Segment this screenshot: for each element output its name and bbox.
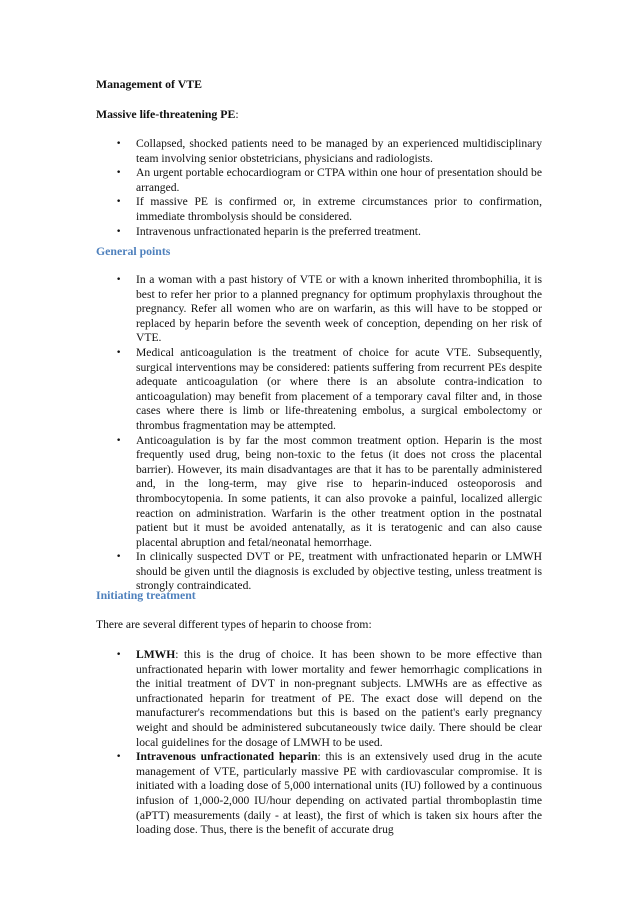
list-item: • Anticoagulation is by far the most common treatment option. Heparin is the most frequently used drug, being non-toxic to the fetus (it does not cross the placental barrier). However, its main disadvantages are that it has to be parentally administered and, in the long-term, may give rise to heparin-induced osteoporosis and thrombocytopenia. In some patients, it can also provoke a painful, localized allergic reaction on administration. Warfarin is the other treatment option in the postnatal patient but it must be avoided antenatally, as it is teratogenic and can also cause placental abruption and fetal/neonatal hemorrhage. xyxy=(0,434,638,551)
list-item: • In a woman with a past history of VTE or with a known inherited thrombophilia, it is best to refer her prior to a planned pregnancy for optimum prophylaxis throughout the pregnancy. Refer all women who are on warfarin, as this will have to be stopped or replaced by heparin before the seventh week of conception, depending on her risk of VTE. xyxy=(0,273,638,346)
list-item: • In clinically suspected DVT or PE, treatment with unfractionated heparin or LMWH should be given until the diagnosis is excluded by objective testing, unless treatment is strongly contraindicated. xyxy=(0,550,638,594)
massive-pe-heading xyxy=(96,107,239,122)
initiating-treatment-list xyxy=(0,648,638,838)
general-points-heading: General points xyxy=(96,244,171,258)
list-item: • If massive PE is confirmed or, in extreme circumstances prior to confirmation, immediate thrombolysis should be considered. xyxy=(0,195,638,224)
list-item-text: : this is the drug of choice. It has been shown to be more effective than unfractionated heparin with lower mortality and fewer hemorrhagic complications in the initial treatment of DVT in non-pregnant subjects. LMWHs are as effective as unfractionated heparin for treatment of PE. The exact dose will depend on the manufacturer's recommendations but this is based on the patient's early pregnancy weight and should be administered subcutaneously twice daily. There should be clear local guidelines for the dosage of LMWH to be used. xyxy=(136,648,542,749)
general-points-list xyxy=(0,273,638,594)
list-item: • Collapsed, shocked patients need to be managed by an experienced multidisciplinary team involving senior obstetricians, physicians and radiologists. xyxy=(0,137,638,166)
list-item-text: : this is an extensively used drug in the acute management of VTE, particularly massive PE with cardiovascular compromise. It is initiated with a loading dose of 5,000 international units (IU) followed by a continuous infusion of 1,000-2,000 IU/hour depending on activated partial thromboplastin time (aPTT) measurements (daily - at least), the first of which is taken six hours after the loading dose. Thus, there is the benefit of accurate drug xyxy=(136,750,542,837)
initiating-treatment-heading: Initiating treatment xyxy=(96,588,196,602)
list-item: • Intravenous unfractionated heparin is the preferred treatment. xyxy=(0,225,638,240)
page-title: Management of VTE xyxy=(96,77,202,91)
initiating-treatment-intro: There are several different types of heparin to choose from: xyxy=(96,618,372,631)
list-item xyxy=(0,648,638,750)
list-item: • An urgent portable echocardiogram or CTPA within one hour of presentation should be arranged. xyxy=(0,166,638,195)
list-item-term: Intravenous unfractionated heparin xyxy=(136,750,318,764)
massive-pe-list xyxy=(0,137,638,239)
list-item xyxy=(0,750,638,838)
list-item: • Medical anticoagulation is the treatment of choice for acute VTE. Subsequently, surgical interventions may be considered: patients suffering from recurrent PEs despite adequate anticoagulation (or where there is an absolute contra-indication to anticoagulation) may benefit from placement of a temporary caval filter and, in those cases where there is limb or life-threatening embolus, a surgical embolectomy or thrombus fragmentation may be attempted. xyxy=(0,346,638,434)
massive-pe-heading-suffix: : xyxy=(235,107,239,121)
massive-pe-heading-text: Massive life-threatening PE xyxy=(96,107,236,121)
list-item-term: LMWH xyxy=(136,648,176,661)
